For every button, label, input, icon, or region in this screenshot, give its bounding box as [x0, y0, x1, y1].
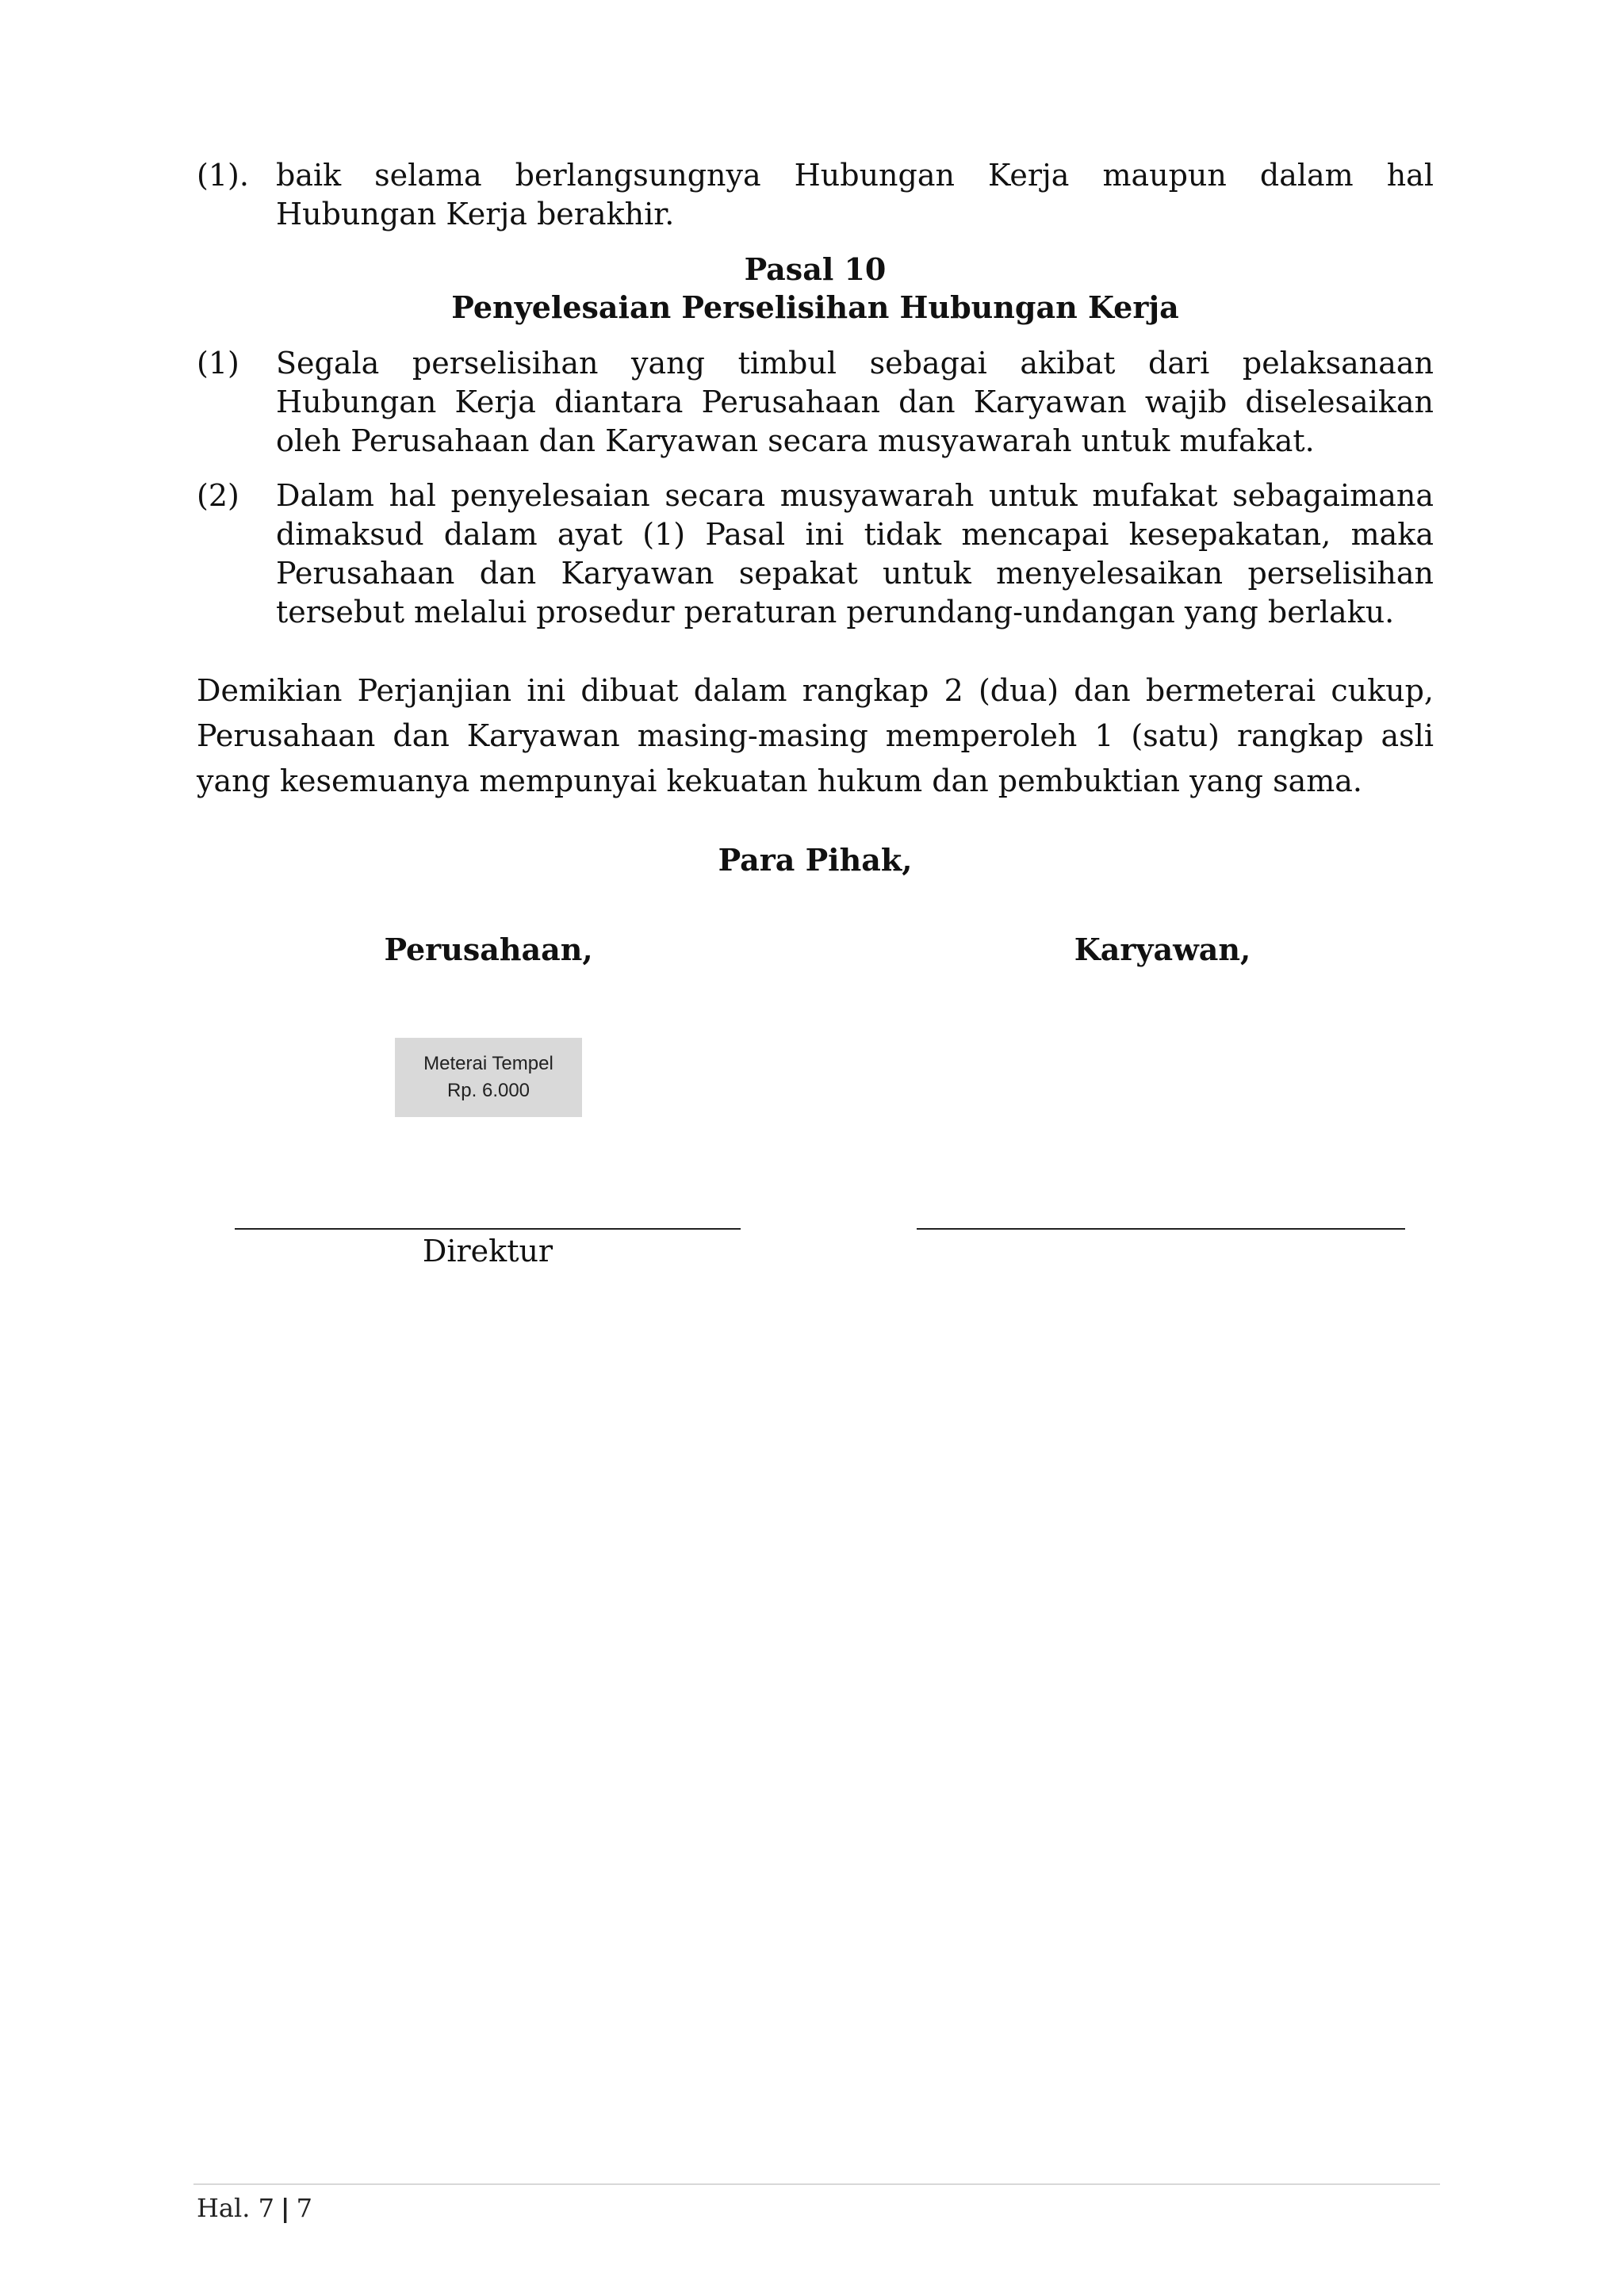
- page-total: 7: [296, 2193, 312, 2223]
- clause-2-text: Dalam hal penyelesaian secara musyawarah untuk mufakat sebagaimana dimaksud dalam ayat (1) Pasal ini tidak mencapai kesepakatan, maka Perusahaan dan Karyawan sepakat untuk menyelesaikan perselisihan tersebut melalui prosedur peraturan perundang-undangan yang berlaku.: [276, 478, 1434, 629]
- continuation-clause: [197, 156, 1434, 234]
- clause-1-number: (1): [197, 346, 239, 381]
- closing-statement: Demikian Perjanjian ini dibuat dalam rangkap 2 (dua) dan bermeterai cukup, Perusahaan dan Karyawan masing-masing memperoleh 1 (satu) rangkap asli yang kesemuanya mempunyai kekuatan hukum dan pembuktian yang sama.: [197, 673, 1434, 798]
- footer-divider: [193, 2183, 1440, 2185]
- employee-signature-line: [917, 1228, 1405, 1230]
- continuation-number: (1).: [197, 158, 249, 193]
- clause-2: [197, 476, 1434, 632]
- company-signature-line: [235, 1228, 741, 1230]
- clause-2-number: (2): [197, 478, 239, 513]
- duty-stamp-placeholder: [395, 1038, 582, 1117]
- page-footer: [197, 2191, 312, 2225]
- article-number: Pasal 10: [744, 251, 887, 287]
- company-label: Perusahaan,: [384, 932, 593, 967]
- employee-label: Karyawan,: [1074, 932, 1251, 967]
- company-signer-title: Direktur: [422, 1234, 553, 1269]
- clause-1-text: Segala perselisihan yang timbul sebagai akibat dari pelaksanaan Hubungan Kerja diantara Perusahaan dan Karyawan wajib diselesaikan oleh Perusahaan dan Karyawan secara musyawarah untuk mufakat.: [276, 346, 1434, 458]
- stamp-value: Rp. 6.000: [446, 1080, 530, 1101]
- page-label: Hal. 7: [197, 2193, 274, 2223]
- stamp-label: Meterai Tempel: [423, 1053, 553, 1074]
- parties-heading: Para Pihak,: [718, 842, 913, 878]
- article-title: Penyelesaian Perselisihan Hubungan Kerja: [451, 289, 1179, 325]
- page-separator: |: [280, 2193, 290, 2223]
- continuation-text: baik selama berlangsungnya Hubungan Kerja maupun dalam hal Hubungan Kerja berakhir.: [276, 158, 1434, 232]
- clause-1: [197, 344, 1434, 461]
